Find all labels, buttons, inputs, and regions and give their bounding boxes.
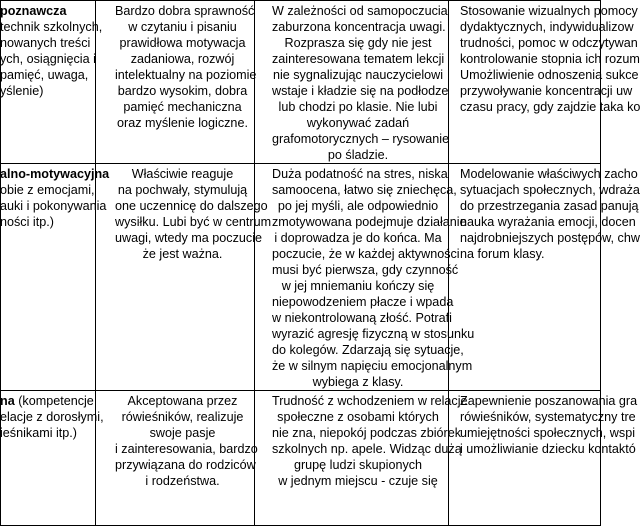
cell-text-line: w niekontrolowaną złość. Potrafi <box>272 311 452 325</box>
cell-text-line: wstaje i kładzie się na podłodze <box>272 84 449 98</box>
cell-text-line: szkolnych np. apele. Widząc dużą <box>272 442 462 456</box>
cell-text-line: że jest ważna. <box>142 247 223 261</box>
cell-text-line: obie z emocjami, <box>0 183 95 197</box>
cell-text-line: intelektualny na poziomie <box>115 68 257 82</box>
cell-text-line: musi być pierwsza, gdy czynność <box>272 263 459 277</box>
area-heading: alno-motywacyjna <box>0 167 110 181</box>
cell-text-line: po jej myśli, ale odpowiednio <box>277 199 439 213</box>
cell-text-line: nie sygnalizując nauczycielowi <box>272 68 444 82</box>
table-row-cognitive <box>1 1 601 164</box>
cell-text-line: one uczennicę do dalszego <box>115 199 268 213</box>
cell-text-line: auki i pokonywania <box>0 199 107 213</box>
cell-text-line: nauka wyrażania emocji, docen <box>460 215 636 229</box>
cell-text-line: technik szkolnych, <box>0 20 103 34</box>
cell-text-line: pamięć, uwaga, <box>0 68 89 82</box>
cell-text-line: i umożliwianie dziecku kontaktó <box>460 442 636 456</box>
support-cell <box>449 1 640 164</box>
cell-text-line: trudności, pomoc w odczytywan <box>460 36 638 50</box>
cell-text-line: Akceptowana przez <box>127 394 238 408</box>
area-heading: poznawcza <box>0 4 67 18</box>
strengths-cell <box>96 391 258 526</box>
cell-text-line: społeczne z osobami których <box>277 410 439 424</box>
difficulties-cell <box>255 1 449 164</box>
cell-text-line: wyrazić agresję fizyczną w stosunku <box>272 327 475 341</box>
cell-text-line: Właściwie reaguje <box>131 167 234 181</box>
cell-text-line: w czytaniu i pisaniu <box>128 20 237 34</box>
cell-text-line: grafomotorycznych – rysowanie <box>272 132 450 146</box>
cell-text-line: nowanych treści <box>0 36 91 50</box>
cell-text-line: i zainteresowania, bardzo <box>115 442 258 456</box>
cell-text-line: na forum klasy. <box>460 247 545 261</box>
cell-text-line: Bardzo dobra sprawność <box>115 4 255 18</box>
cell-text-line: zaburzona koncentracja uwagi. <box>272 20 446 34</box>
area-cell <box>0 391 104 526</box>
difficulties-cell <box>255 391 468 526</box>
cell-text-line: elacje z dorosłymi, <box>0 410 104 424</box>
difficulties-cell <box>255 164 475 391</box>
cell-text-line: Modelowanie właściwych zacho <box>460 167 638 181</box>
support-cell <box>449 164 640 391</box>
strengths-cell <box>96 164 272 391</box>
cell-text-line: w jej mniemaniu kończy się <box>281 279 435 293</box>
cell-text-line: najdrobniejszych postępów, chw <box>460 231 640 245</box>
cell-text-line: samoocena, łatwo się zniechęca, <box>272 183 457 197</box>
cell-text-line: rówieśników, realizuje <box>121 410 244 424</box>
cell-text-line: zmotywowana podejmuje działanie <box>272 215 467 229</box>
cell-text-line: przywiązana do rodziców <box>115 458 256 472</box>
cell-text-line: yślenie) <box>0 84 44 98</box>
area-heading: na <box>0 394 15 408</box>
cell-text-line: uwagi, wtedy ma poczucie <box>115 231 262 245</box>
cell-text-line: sytuacjach społecznych, wdraża <box>460 183 640 197</box>
area-subtext: (kompetencje <box>14 394 94 408</box>
cell-text-line: czasu pracy, gdy zajdzie taka ko <box>460 100 640 114</box>
cell-text-line: że w silnym napięciu emocjonalnym <box>272 359 473 373</box>
cell-text-line: na pochwały, stymulują <box>117 183 248 197</box>
cell-text-line: wysiłku. Lubi być w centrum <box>115 215 272 229</box>
area-cell <box>0 1 103 164</box>
cell-text-line: zadaniowa, rozwój <box>130 52 235 66</box>
cell-text-line: poczucie, że w każdej aktywności <box>272 247 460 261</box>
cell-text-line: swoje pasje <box>149 426 216 440</box>
cell-text-line: Umożliwienie odnoszenia sukce <box>460 68 639 82</box>
cell-text-line: kontrolowanie stopnia ich rozum <box>460 52 640 66</box>
cell-text-line: i doprowadza je do końca. Ma <box>274 231 442 245</box>
cell-text-line: bardzo wysokim, dobra <box>117 84 248 98</box>
table-row-social <box>1 391 601 526</box>
cell-text-line <box>0 393 94 409</box>
cell-text-line: ności itp.) <box>0 215 54 229</box>
cell-text-line: Stosowanie wizualnych pomocy <box>460 4 638 18</box>
cell-text-line: ych, osiągnięcia i <box>0 52 96 66</box>
cell-text-line: ieśnikami itp.) <box>0 426 77 440</box>
table-row-emotional <box>1 164 601 391</box>
cell-text-line: po śladzie. <box>327 148 389 162</box>
cell-text-line: wybiega z klasy. <box>312 375 404 389</box>
area-cell <box>0 164 110 391</box>
cell-text-line: Duża podatność na stres, niska <box>272 167 448 181</box>
cell-text-line: wykonywać zadań <box>306 116 410 130</box>
cell-text-line: lub chodzi po klasie. Nie lubi <box>278 100 438 114</box>
cell-text-line: Zapewnienie poszanowania gra <box>460 394 638 408</box>
cell-text-line <box>0 166 110 182</box>
cell-text-line: do przestrzegania zasad panują <box>460 199 639 213</box>
cell-text-line: Trudność z wchodzeniem w relacje <box>272 394 468 408</box>
cell-text-line: umiejętności społecznych, wspi <box>460 426 635 440</box>
cell-text-line: prawidłowa motywacja <box>119 36 246 50</box>
support-cell <box>449 391 638 526</box>
cell-text-line: nie zna, niepokój podczas zbiórek <box>272 426 462 440</box>
cell-text-line: w jednym miejscu - czuje się <box>278 474 438 488</box>
cell-text-line: rówieśników, systematyczny tre <box>460 410 636 424</box>
cell-text-line: zainteresowana tematem lekcji <box>272 52 445 66</box>
cell-text-line: pamięć mechaniczna <box>123 100 242 114</box>
cell-text-line: przywoływanie koncentracji uw <box>460 84 633 98</box>
cell-text-line: i rodzeństwa. <box>145 474 220 488</box>
cell-text-line: W zależności od samopoczucia <box>272 4 448 18</box>
cell-text-line: do kolegów. Zdarzają się sytuacje, <box>272 343 464 357</box>
cell-text-line <box>0 3 91 19</box>
cell-text-line: oraz myślenie logiczne. <box>117 116 248 130</box>
cell-text-line: Rozprasza się gdy nie jest <box>284 36 432 50</box>
strengths-cell <box>96 1 255 164</box>
cell-text-line: niepowodzeniem płacze i wpada <box>272 295 454 309</box>
cell-text-line: grupę ludzi skupionych <box>293 458 423 472</box>
cell-text-line: dydaktycznych, indywidualizow <box>460 20 634 34</box>
